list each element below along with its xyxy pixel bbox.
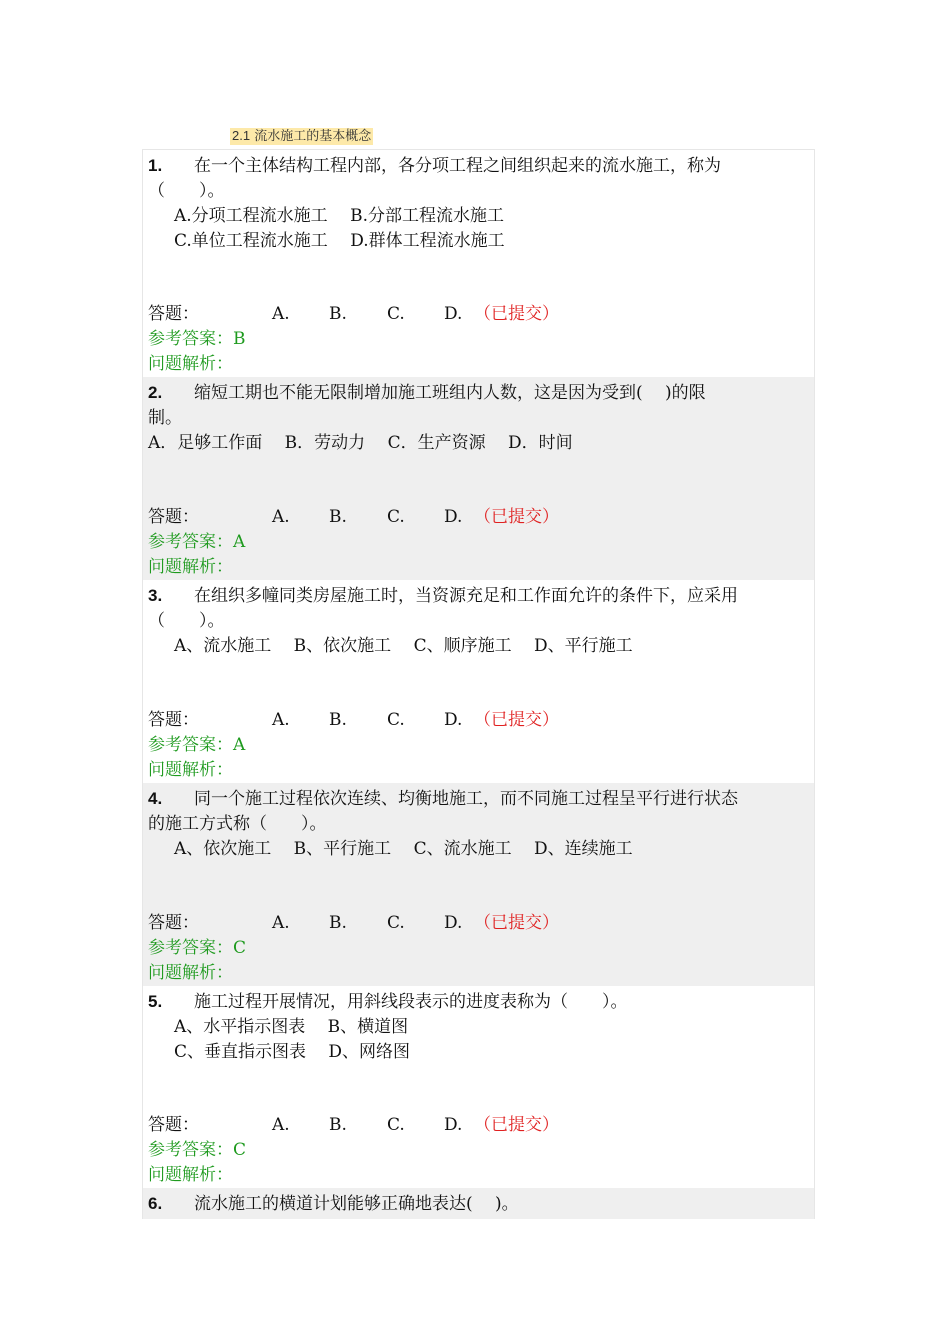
submitted-status: （已提交）	[474, 913, 559, 933]
choice-b[interactable]: B.	[329, 304, 347, 324]
reference-label: 参考答案：	[148, 938, 233, 958]
question-5	[143, 986, 814, 1188]
choice-a[interactable]: A.	[272, 507, 290, 527]
submitted-status: （已提交）	[474, 1115, 559, 1135]
submitted-status: （已提交）	[474, 507, 559, 527]
choice-d[interactable]: D.	[444, 507, 463, 527]
choice-d[interactable]: D.	[444, 1115, 463, 1135]
answer-row	[143, 911, 814, 936]
reference-value: A	[233, 532, 246, 552]
answer-label: 答题：	[148, 304, 199, 324]
answer-label: 答题：	[148, 507, 199, 527]
answer-row	[143, 302, 814, 327]
question-stem-line1: 缩短工期也不能无限制增加施工班组内人数，这是因为受到( )的限	[194, 383, 706, 403]
answer-label: 答题：	[148, 1115, 199, 1135]
reference-label: 参考答案：	[148, 735, 233, 755]
question-stem-line2: 制。	[148, 408, 182, 428]
choice-b[interactable]: B.	[329, 507, 347, 527]
answer-row	[143, 1113, 814, 1138]
question-stem	[143, 580, 814, 609]
reference-answer	[143, 530, 814, 555]
analysis-label: 问题解析：	[148, 760, 233, 780]
question-2	[143, 377, 814, 580]
submitted-status: （已提交）	[474, 710, 559, 730]
option-row: A、水平指示图表 B、横道图	[174, 1017, 409, 1037]
analysis-label: 问题解析：	[148, 557, 233, 577]
question-number: 1.	[148, 156, 163, 175]
question-list	[142, 149, 815, 1219]
reference-label: 参考答案：	[148, 1140, 233, 1160]
reference-answer	[143, 936, 814, 961]
analysis-label: 问题解析：	[148, 963, 233, 983]
question-number: 4.	[148, 789, 163, 808]
submitted-status: （已提交）	[474, 304, 559, 324]
choice-b[interactable]: B.	[329, 913, 347, 933]
reference-value: C	[233, 1140, 247, 1160]
choice-b[interactable]: B.	[329, 1115, 347, 1135]
question-3	[143, 580, 814, 783]
choice-a[interactable]: A.	[272, 710, 290, 730]
option-row: A．足够工作面 B．劳动力 C．生产资源 D．时间	[148, 433, 573, 453]
reference-answer	[143, 1138, 814, 1163]
choice-c[interactable]: C.	[387, 304, 405, 324]
reference-value: C	[233, 938, 247, 958]
question-stem-line2: （ ）。	[148, 181, 225, 201]
answer-label: 答题：	[148, 710, 199, 730]
choice-c[interactable]: C.	[387, 710, 405, 730]
reference-value: A	[233, 735, 246, 755]
question-stem	[143, 1188, 814, 1217]
choice-c[interactable]: C.	[387, 507, 405, 527]
choice-d[interactable]: D.	[444, 304, 463, 324]
option-row: A、依次施工 B、平行施工 C、流水施工 D、连续施工	[174, 839, 633, 859]
answer-row	[143, 708, 814, 733]
question-stem	[143, 377, 814, 406]
question-stem-line1: 施工过程开展情况，用斜线段表示的进度表称为（ ）。	[194, 992, 628, 1012]
analysis-label: 问题解析：	[148, 354, 233, 374]
option-row: A、流水施工 B、依次施工 C、顺序施工 D、平行施工	[174, 636, 633, 656]
question-stem-line1: 在一个主体结构工程内部，各分项工程之间组织起来的流水施工，称为	[194, 156, 721, 176]
question-stem	[143, 986, 814, 1015]
choice-b[interactable]: B.	[329, 710, 347, 730]
question-stem-line1: 同一个施工过程依次连续、均衡地施工，而不同施工过程呈平行进行状态	[194, 789, 738, 809]
question-number: 2.	[148, 383, 163, 402]
section-number: 2.1	[232, 128, 251, 143]
choice-d[interactable]: D.	[444, 710, 463, 730]
option-row: A.分项工程流水施工 B.分部工程流水施工	[174, 206, 504, 226]
answer-label: 答题：	[148, 913, 199, 933]
reference-value: B	[233, 329, 246, 349]
section-title	[230, 128, 373, 145]
reference-label: 参考答案：	[148, 532, 233, 552]
choice-a[interactable]: A.	[272, 913, 290, 933]
question-stem	[143, 783, 814, 812]
reference-answer	[143, 733, 814, 758]
question-1	[143, 150, 814, 377]
answer-row	[143, 505, 814, 530]
analysis-label: 问题解析：	[148, 1165, 233, 1185]
choice-a[interactable]: A.	[272, 304, 290, 324]
question-stem-line2: （ ）。	[148, 611, 225, 631]
choice-c[interactable]: C.	[387, 913, 405, 933]
question-stem-line1: 在组织多幢同类房屋施工时，当资源充足和工作面允许的条件下，应采用	[194, 586, 738, 606]
question-stem	[143, 150, 814, 179]
question-4	[143, 783, 814, 986]
reference-answer	[143, 327, 814, 352]
reference-label: 参考答案：	[148, 329, 233, 349]
question-6	[143, 1188, 814, 1219]
option-row: C.单位工程流水施工 D.群体工程流水施工	[174, 231, 505, 251]
choice-d[interactable]: D.	[444, 913, 463, 933]
section-title-text: 流水施工的基本概念	[254, 129, 372, 144]
question-stem-line1: 流水施工的横道计划能够正确地表达( )。	[194, 1194, 519, 1214]
question-number: 3.	[148, 586, 163, 605]
question-stem-line2: 的施工方式称（ ）。	[148, 814, 327, 834]
choice-a[interactable]: A.	[272, 1115, 290, 1135]
option-row: C、垂直指示图表 D、网络图	[174, 1042, 411, 1062]
choice-c[interactable]: C.	[387, 1115, 405, 1135]
question-number: 6.	[148, 1194, 163, 1213]
question-number: 5.	[148, 992, 163, 1011]
